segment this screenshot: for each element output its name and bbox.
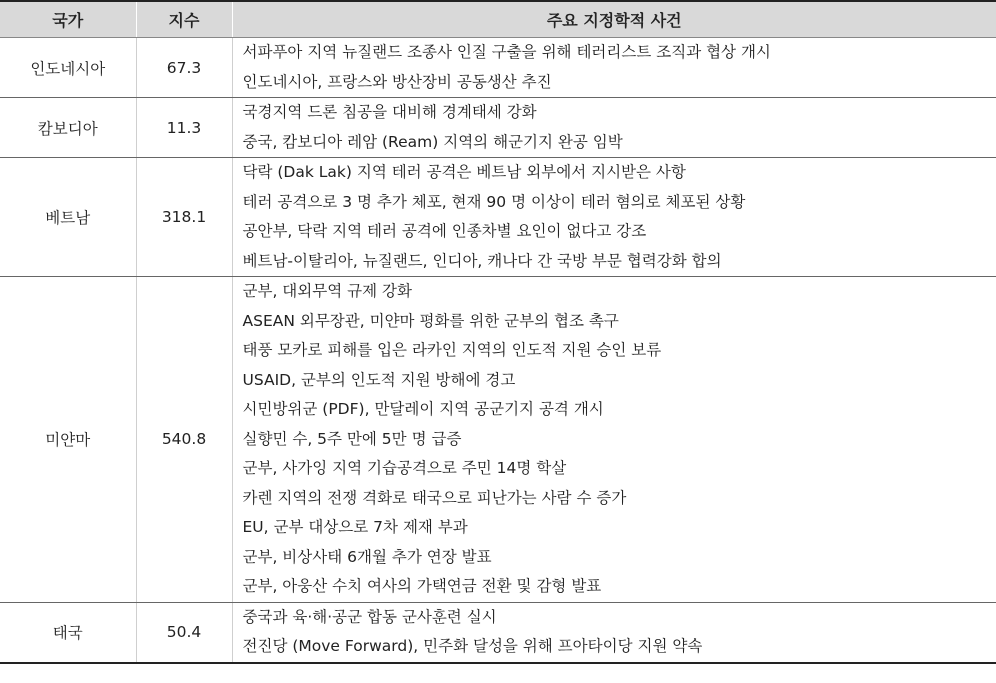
event-item: 군부, 비상사태 6개월 추가 연장 발표 (242, 547, 492, 566)
table-row (0, 98, 996, 158)
event-item: 중국과 육·해·공군 합동 군사훈련 실시 (242, 607, 497, 626)
header-events: 주요 지정학적 사건 (232, 1, 996, 38)
index-cell: 50.4 (136, 602, 232, 663)
index-cell: 67.3 (136, 38, 232, 98)
country-cell: 미얀마 (0, 277, 136, 603)
country-cell: 베트남 (0, 158, 136, 277)
event-item: 중국, 캄보디아 레암 (Ream) 지역의 해군기지 완공 임박 (242, 132, 623, 151)
index-cell: 540.8 (136, 277, 232, 603)
event-item: EU, 군부 대상으로 7차 제재 부과 (242, 518, 468, 536)
event-item: 공안부, 닥락 지역 테러 공격에 인종차별 요인이 없다고 강조 (242, 222, 647, 240)
event-item: 군부, 사가잉 지역 기습공격으로 주민 14명 학살 (242, 459, 567, 477)
index-cell: 318.1 (136, 158, 232, 277)
events-cell (232, 158, 996, 277)
event-item: USAID, 군부의 인도적 지원 방해에 경고 (242, 370, 516, 389)
event-item: 닥락 (Dak Lak) 지역 테러 공격은 베트남 외부에서 지시받은 사항 (242, 163, 686, 181)
event-item: 군부, 대외무역 규제 강화 (242, 282, 412, 300)
index-cell: 11.3 (136, 98, 232, 158)
table-body (0, 38, 996, 663)
country-cell: 태국 (0, 602, 136, 663)
events-cell (232, 277, 996, 603)
country-cell: 캄보디아 (0, 98, 136, 158)
event-item: 카렌 지역의 전쟁 격화로 태국으로 피난가는 사람 수 증가 (242, 488, 627, 507)
table-row (0, 158, 996, 277)
event-item: 실향민 수, 5주 만에 5만 명 급증 (242, 429, 462, 448)
event-item: 태풍 모카로 피해를 입은 라카인 지역의 인도적 지원 승인 보류 (242, 341, 662, 359)
event-item: ASEAN 외무장관, 미얀마 평화를 위한 군부의 협조 촉구 (242, 311, 619, 330)
country-cell: 인도네시아 (0, 38, 136, 98)
table-header (0, 1, 996, 38)
event-item: 시민방위군 (PDF), 만달레이 지역 공군기지 공격 개시 (242, 400, 604, 418)
event-item: 베트남-이탈리아, 뉴질랜드, 인디아, 캐나다 간 국방 부문 협력강화 합의 (242, 251, 722, 270)
event-item: 테러 공격으로 3 명 추가 체포, 현재 90 명 이상이 테러 혐의로 체포된 상황 (242, 192, 746, 211)
table-row (0, 602, 996, 663)
events-cell (232, 38, 996, 98)
table-row (0, 38, 996, 98)
event-item: 서파푸아 지역 뉴질랜드 조종사 인질 구출을 위해 테러리스트 조직과 협상 개시 (242, 43, 771, 61)
table-row (0, 277, 996, 603)
event-item: 인도네시아, 프랑스와 방산장비 공동생산 추진 (242, 72, 552, 91)
event-item: 국경지역 드론 침공을 대비해 경계태세 강화 (242, 103, 537, 121)
events-cell (232, 602, 996, 663)
header-row (0, 1, 996, 38)
header-index: 지수 (136, 1, 232, 38)
event-item: 군부, 아웅산 수치 여사의 가택연금 전환 및 감형 발표 (242, 577, 602, 595)
header-country: 국가 (0, 1, 136, 38)
events-cell (232, 98, 996, 158)
event-item: 전진당 (Move Forward), 민주화 달성을 위해 프아타이당 지원 약속 (242, 637, 703, 655)
